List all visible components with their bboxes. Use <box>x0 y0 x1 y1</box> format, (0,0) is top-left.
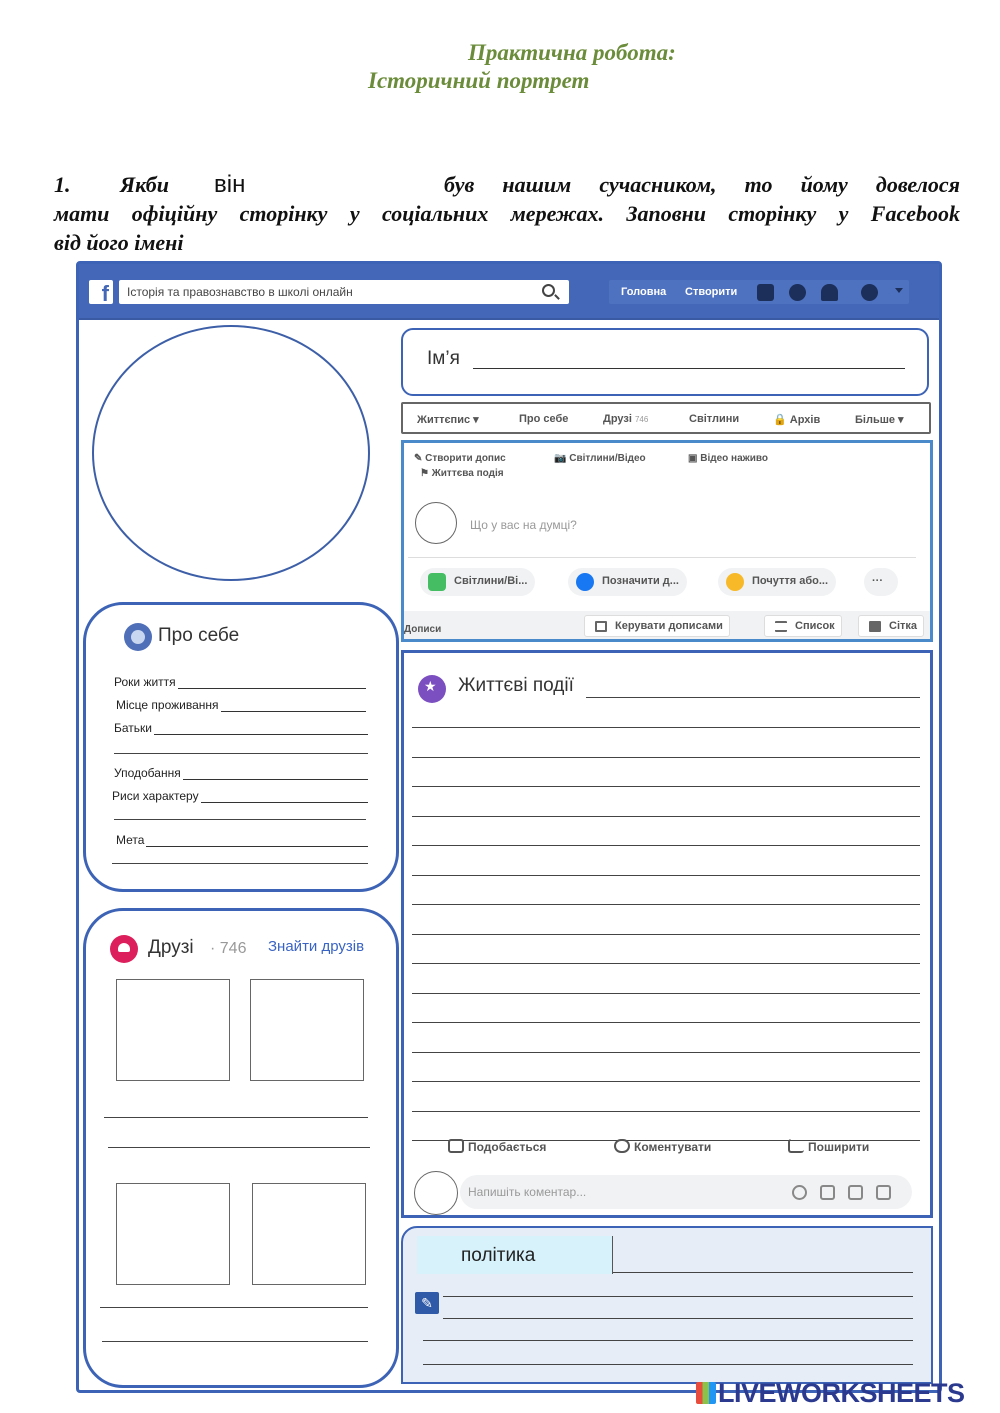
create-post-button[interactable]: ✎ Створити допис <box>414 453 506 464</box>
post-input[interactable]: Що у вас на думці? <box>470 518 577 532</box>
task-line-2: мати офіційну сторінку у соціальних мережах. Заповни сторінку у Facebook <box>54 201 960 226</box>
camera-icon[interactable] <box>820 1185 835 1200</box>
answer-field[interactable]: він <box>214 171 246 198</box>
photo-icon <box>428 573 446 591</box>
liveworksheets-logo: LIVEWORKSHEETS <box>696 1378 965 1409</box>
answer-line[interactable] <box>412 934 920 935</box>
pencil-icon[interactable]: ✎ <box>415 1292 439 1314</box>
profile-tabs <box>401 402 931 434</box>
divider <box>408 557 916 558</box>
name-card <box>401 328 929 396</box>
field-years[interactable]: Роки життя <box>114 675 366 689</box>
friend-photo[interactable] <box>252 1183 366 1285</box>
answer-line[interactable] <box>412 1052 920 1053</box>
answer-line[interactable] <box>586 697 920 698</box>
field-goal[interactable]: Мета <box>116 833 368 847</box>
grid-icon <box>869 621 881 632</box>
friends-icon[interactable] <box>757 284 774 301</box>
answer-line[interactable] <box>443 1318 913 1319</box>
posts-label: Дописи <box>404 624 442 635</box>
avatar <box>414 1171 458 1215</box>
task-line-3: від його імені <box>54 230 184 255</box>
answer-line[interactable] <box>412 757 920 758</box>
comment-input[interactable]: Напишіть коментар... <box>460 1175 912 1209</box>
feeling-pill-button[interactable]: Почуття або... <box>718 568 836 596</box>
answer-line[interactable] <box>412 875 920 876</box>
search-input[interactable] <box>119 280 569 304</box>
answer-line[interactable] <box>112 863 368 864</box>
find-friends-link[interactable]: Знайти друзів <box>268 938 365 955</box>
answer-line[interactable] <box>412 963 920 964</box>
friends-card <box>83 908 399 1388</box>
friends-count: · 746 <box>210 940 247 957</box>
field-residence[interactable]: Місце проживання <box>116 698 366 712</box>
answer-line[interactable] <box>412 816 920 817</box>
bell-icon[interactable] <box>821 284 838 301</box>
answer-line[interactable] <box>412 904 920 905</box>
answer-line[interactable] <box>412 1022 920 1023</box>
facebook-logo-icon: f <box>89 280 113 304</box>
feeling-icon <box>726 573 744 591</box>
answer-line[interactable] <box>108 1147 370 1148</box>
about-card <box>83 602 399 892</box>
answer-line[interactable] <box>114 753 368 754</box>
answer-line[interactable] <box>423 1340 913 1341</box>
answer-line[interactable] <box>423 1364 913 1365</box>
about-heading: Про себе <box>158 625 240 646</box>
emoji-icon[interactable] <box>792 1185 807 1200</box>
share-button[interactable]: Поширити <box>788 1139 869 1154</box>
top-bar <box>79 264 939 320</box>
manage-icon <box>595 621 607 632</box>
search-icon[interactable] <box>542 284 555 297</box>
task-number: 1. <box>54 172 71 197</box>
answer-line[interactable] <box>412 993 920 994</box>
list-view-button[interactable]: Список <box>764 615 842 637</box>
tab-biography[interactable]: Життєпис ▾ <box>417 414 479 426</box>
answer-line[interactable] <box>613 1272 913 1273</box>
help-icon[interactable] <box>861 284 878 301</box>
tab-archive[interactable]: 🔒 Архів <box>773 414 821 426</box>
liveworksheets-icon <box>696 1382 716 1404</box>
friend-photo[interactable] <box>116 1183 230 1285</box>
star-icon <box>418 675 446 703</box>
tag-pill-button[interactable]: Позначити д... <box>568 568 687 596</box>
avatar <box>415 502 457 544</box>
answer-line[interactable] <box>104 1117 368 1118</box>
globe-icon <box>124 623 152 651</box>
task-line-1-rest: був нашим сучасником, то йому довелося <box>444 172 960 197</box>
politics-heading: політика <box>417 1236 613 1274</box>
friends-icon <box>110 935 138 963</box>
field-preferences[interactable]: Уподобання <box>114 766 368 780</box>
answer-line[interactable] <box>102 1341 368 1342</box>
facebook-page <box>76 261 942 1393</box>
photo-video-button[interactable]: 📷 Світлини/Відео <box>554 453 646 464</box>
title-line-2: Історичний портрет <box>368 68 590 93</box>
friends-heading: Друзі <box>148 937 194 958</box>
answer-line[interactable] <box>412 1111 920 1112</box>
name-label: Ім’я <box>427 348 460 369</box>
answer-line[interactable] <box>443 1296 913 1297</box>
answer-line[interactable] <box>100 1307 368 1308</box>
live-video-button[interactable]: ▣ Відео наживо <box>688 453 768 464</box>
task-text <box>54 170 960 257</box>
title-line-1: Практична робота: <box>468 40 676 65</box>
field-parents[interactable]: Батьки <box>114 721 368 735</box>
manage-posts-button[interactable]: Керувати дописами <box>584 615 730 637</box>
photo-pill-button[interactable]: Світлини/Ві... <box>420 568 535 596</box>
post-composer <box>401 440 933 642</box>
comment-button[interactable]: Коментувати <box>614 1139 711 1154</box>
politics-card <box>401 1226 933 1384</box>
share-icon <box>788 1139 804 1153</box>
answer-line[interactable] <box>114 819 366 820</box>
comment-icon <box>614 1139 630 1153</box>
tab-friends[interactable]: Друзі 746 <box>603 413 649 425</box>
friend-photo[interactable] <box>250 979 364 1081</box>
answer-line[interactable] <box>412 727 920 728</box>
nav-home[interactable]: Головна <box>621 286 667 298</box>
sticker-icon[interactable] <box>876 1185 891 1200</box>
gif-icon[interactable] <box>848 1185 863 1200</box>
name-input-line[interactable] <box>473 368 905 369</box>
field-character[interactable]: Риси характеру <box>112 789 368 803</box>
tab-photos[interactable]: Світлини <box>689 413 740 425</box>
thumbs-up-icon <box>448 1139 464 1153</box>
friend-photo[interactable] <box>116 979 230 1081</box>
tab-more[interactable]: Більше ▾ <box>855 414 904 426</box>
grid-view-button[interactable]: Сітка <box>858 615 924 637</box>
more-button[interactable]: ··· <box>864 568 898 596</box>
posts-footer <box>404 611 930 639</box>
life-events-heading: Життєві події <box>458 675 574 696</box>
like-button[interactable]: Подобається <box>448 1139 546 1154</box>
task-word: Якби <box>120 172 169 197</box>
messenger-icon[interactable] <box>789 284 806 301</box>
nav-create[interactable]: Створити <box>685 286 738 298</box>
list-icon <box>775 621 787 632</box>
profile-picture[interactable] <box>92 325 370 581</box>
life-event-button[interactable]: ⚑ Життєва подія <box>420 468 504 479</box>
answer-line[interactable] <box>412 1081 920 1082</box>
tag-people-icon <box>576 573 594 591</box>
search-text: Історія та правознавство в школі онлайн <box>127 285 353 299</box>
answer-line[interactable] <box>412 845 920 846</box>
answer-line[interactable] <box>412 786 920 787</box>
life-events-card <box>401 650 933 1218</box>
chevron-down-icon[interactable] <box>895 288 903 293</box>
tab-about[interactable]: Про себе <box>519 413 569 425</box>
